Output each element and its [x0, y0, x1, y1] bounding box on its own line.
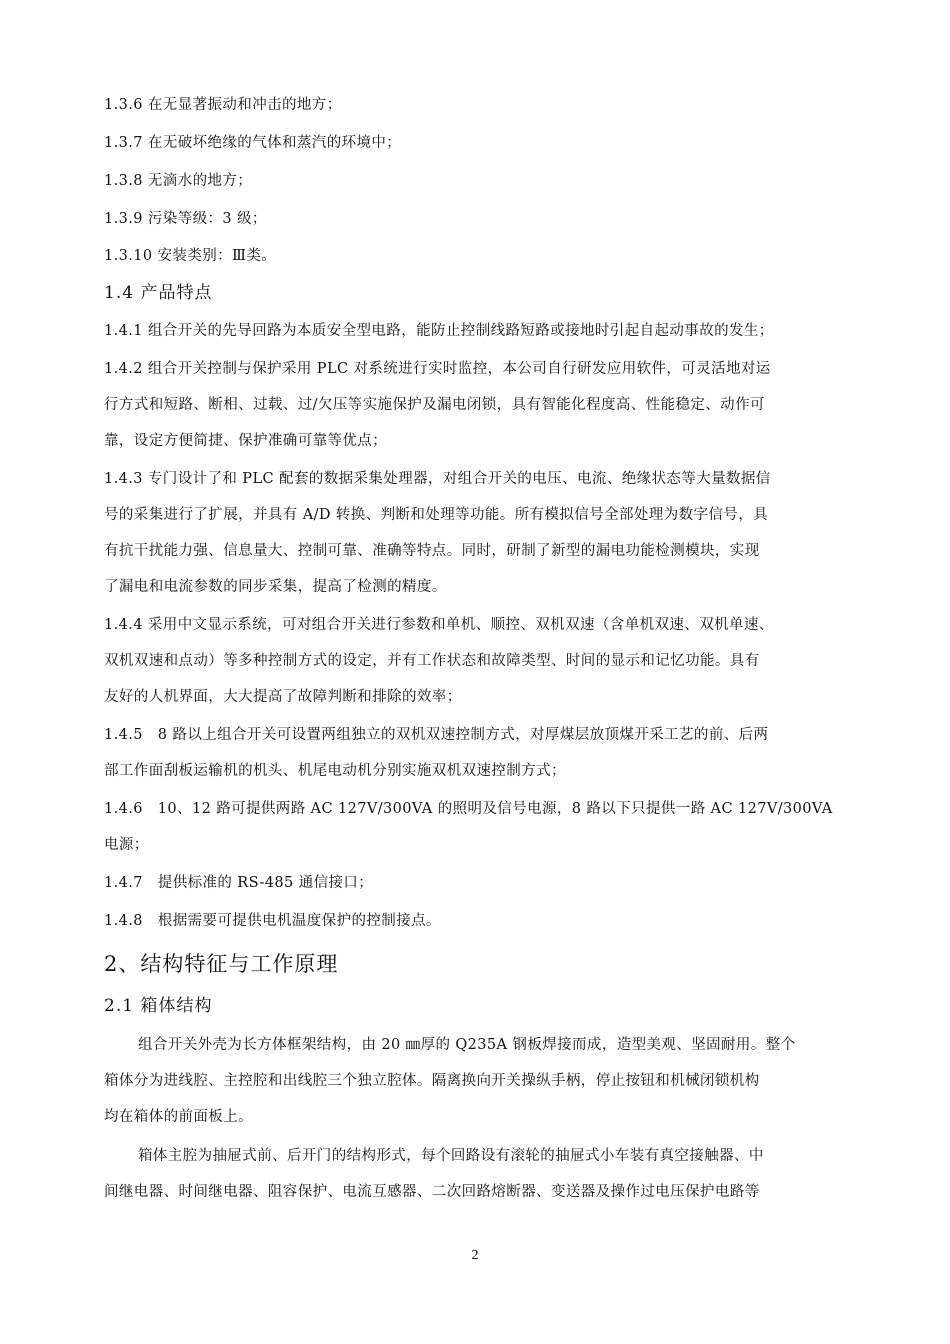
clause-1-3-7: 1.3.7 在无破坏绝缘的气体和蒸汽的环境中； — [104, 135, 402, 151]
clause-1-4-6-line-2: 电源； — [104, 837, 149, 853]
para-2-1-2-line-2: 间继电器、时间继电器、阻容保护、电流互感器、二次回路熔断器、变送器及操作过电压保护电路等 — [104, 1184, 760, 1200]
clause-1-4-6-line-1: 1.4.6 10、12 路可提供两路 AC 127V/300VA 的照明及信号电源，8 路以下只提供一路 AC 127V/300VA — [104, 801, 833, 817]
clause-1-4-4-line-3: 友好的人机界面，大大提高了故障判断和排除的效率； — [104, 689, 462, 705]
clause-1-4-3-line-1: 1.4.3 专门设计了和 PLC 配套的数据采集处理器，对组合开关的电压、电流、绝缘状态等大量数据信 — [104, 471, 771, 487]
clause-1-4-2-line-3: 靠，设定方便简捷、保护准确可靠等优点； — [104, 433, 388, 449]
clause-1-4-3-line-3: 有抗干扰能力强、信息量大、控制可靠、准确等特点。同时，研制了新型的漏电功能检测模块，实现 — [104, 543, 760, 559]
section-1-4-heading: 1.4 产品特点 — [104, 283, 213, 303]
clause-1-4-3-line-2: 号的采集进行了扩展，并具有 A/D 转换、判断和处理等功能。所有模拟信号全部处理为数字信号，具 — [104, 507, 768, 523]
clause-1-4-8: 1.4.8 根据需要可提供电机温度保护的控制接点。 — [104, 913, 441, 929]
para-2-1-1-line-2: 箱体分为进线腔、主控腔和出线腔三个独立腔体。隔离换向开关操纵手柄，停止按钮和机械闭锁机构 — [104, 1073, 760, 1089]
clause-1-4-7: 1.4.7 提供标准的 RS-485 通信接口； — [104, 875, 374, 891]
chapter-2-heading: 2、结构特征与工作原理 — [104, 952, 339, 976]
clause-1-3-9: 1.3.9 污染等级：3 级； — [104, 211, 267, 227]
section-2-1-heading: 2.1 箱体结构 — [104, 996, 213, 1016]
clause-1-4-5-line-2: 部工作面刮板运输机的机头、机尾电动机分别实施双机双速控制方式； — [104, 763, 566, 779]
clause-1-4-4-line-2: 双机双速和点动）等多种控制方式的设定，并有工作状态和故障类型、时间的显示和记忆功能。具有 — [104, 653, 760, 669]
clause-1-4-5-line-1: 1.4.5 8 路以上组合开关可设置两组独立的双机双速控制方式，对厚煤层放顶煤开采工艺的前、后两 — [104, 727, 769, 743]
clause-1-4-2-line-2: 行方式和短路、断相、过载、过/欠压等实施保护及漏电闭锁，具有智能化程度高、性能稳定、动作可 — [104, 397, 765, 413]
clause-1-4-1: 1.4.1 组合开关的先导回路为本质安全型电路，能防止控制线路短路或接地时引起自起动事故的发生； — [104, 323, 774, 339]
clause-1-3-6: 1.3.6 在无显著振动和冲击的地方； — [104, 97, 342, 113]
clause-1-4-3-line-4: 了漏电和电流参数的同步采集，提高了检测的精度。 — [104, 579, 447, 595]
page-number: 2 — [471, 1248, 479, 1263]
clause-1-3-10: 1.3.10 安装类别：Ⅲ类。 — [104, 248, 277, 264]
clause-1-3-8: 1.3.8 无滴水的地方； — [104, 173, 253, 189]
para-2-1-1-line-3: 均在箱体的前面板上。 — [104, 1109, 253, 1125]
clause-1-4-4-line-1: 1.4.4 采用中文显示系统，可对组合开关进行参数和单机、顺控、双机双速（含单机双速、双机单速、 — [104, 617, 774, 633]
para-2-1-1-line-1: 组合开关外壳为长方体框架结构，由 20 ㎜厚的 Q235A 钢板焊接而成，造型美观、坚固耐用。整个 — [138, 1037, 796, 1053]
clause-1-4-2-line-1: 1.4.2 组合开关控制与保护采用 PLC 对系统进行实时监控，本公司自行研发应用软件，可灵活地对运 — [104, 361, 771, 377]
para-2-1-2-line-1: 箱体主腔为抽屉式前、后开门的结构形式，每个回路设有滚轮的抽屉式小车装有真空接触器、中 — [138, 1148, 764, 1164]
